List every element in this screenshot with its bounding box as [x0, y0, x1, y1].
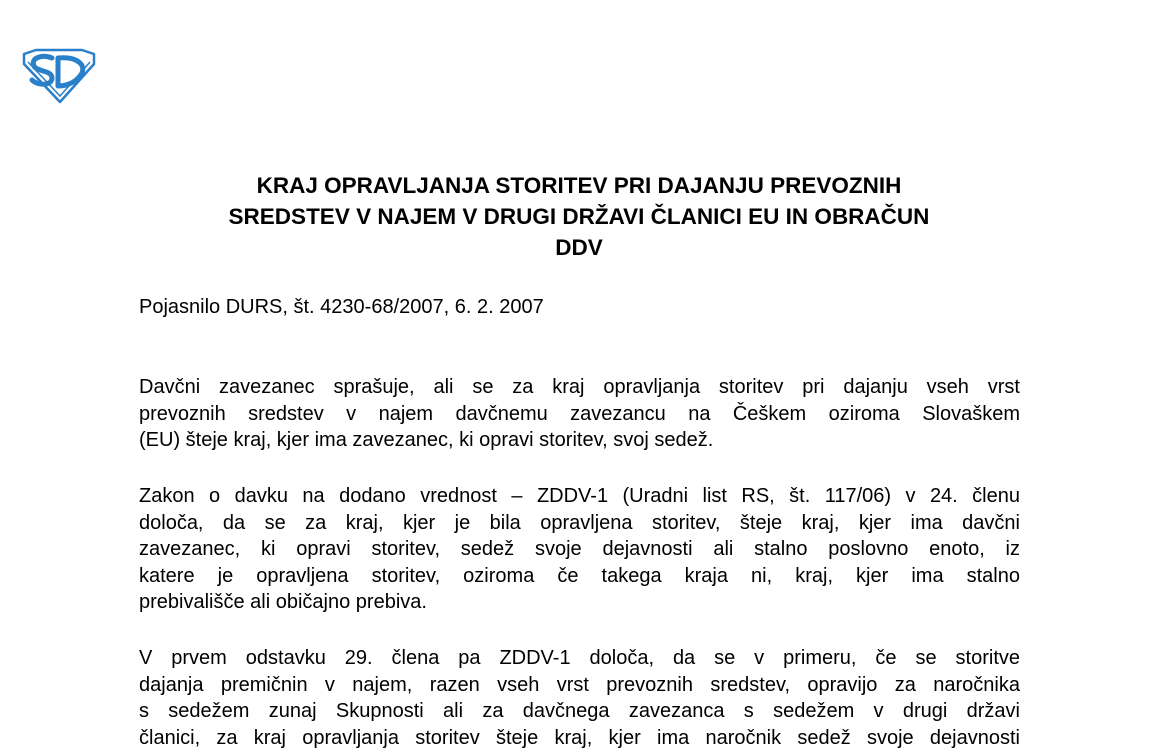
- paragraph: [139, 483, 1020, 616]
- company-logo-icon: [22, 48, 96, 104]
- document-title: [120, 170, 1038, 263]
- paragraph-line: Zakon o davku na dodano vrednost – ZDDV-1 (Uradni list RS, št. 117/06) v 24. členu: [139, 485, 1020, 507]
- paragraph-line: članici, za kraj opravljanja storitev šteje kraj, kjer ima naročnik sedež svoje dejavnosti: [139, 726, 1020, 749]
- title-line: SREDSTEV V NAJEM V DRUGI DRŽAVI ČLANICI EU IN OBRAČUN: [228, 204, 930, 229]
- paragraph-line: določa, da se za kraj, kjer je bila opravljena storitev, šteje kraj, kjer ima davčni: [139, 511, 1020, 534]
- paragraph-line: katere je opravljena storitev, oziroma če takega kraja ni, kraj, kjer ima stalno: [139, 564, 1020, 587]
- paragraph-line: s sedežem zunaj Skupnosti ali za davčnega zavezanca s sedežem v drugi državi: [139, 700, 1020, 723]
- paragraph: [139, 645, 1020, 751]
- paragraph-line: zavezanec, ki opravi storitev, sedež svoje dejavnosti ali stalno poslovno enoto, iz: [139, 538, 1020, 561]
- paragraph-line: V prvem odstavku 29. člena pa ZDDV-1 določa, da se v primeru, če se storitve: [139, 647, 1020, 669]
- paragraph: [139, 374, 1020, 454]
- paragraph-line: (EU) šteje kraj, kjer ima zavezanec, ki opravi storitev, svoj sedež.: [139, 429, 714, 452]
- document-subtitle: Pojasnilo DURS, št. 4230-68/2007, 6. 2. 2007: [139, 296, 544, 318]
- paragraph-line: Davčni zavezanec sprašuje, ali se za kraj opravljanja storitev pri dajanju vseh vrst: [139, 376, 1020, 398]
- title-line: KRAJ OPRAVLJANJA STORITEV PRI DAJANJU PREVOZNIH: [256, 173, 902, 198]
- paragraph-line: dajanja premičnin v najem, razen vseh vrst prevoznih sredstev, opravijo za naročnika: [139, 673, 1020, 696]
- paragraph-line: prevoznih sredstev v najem davčnemu zavezancu na Češkem oziroma Slovaškem: [139, 402, 1020, 425]
- title-line: DDV: [555, 235, 603, 260]
- paragraph-line: prebivališče ali običajno prebiva.: [139, 591, 427, 614]
